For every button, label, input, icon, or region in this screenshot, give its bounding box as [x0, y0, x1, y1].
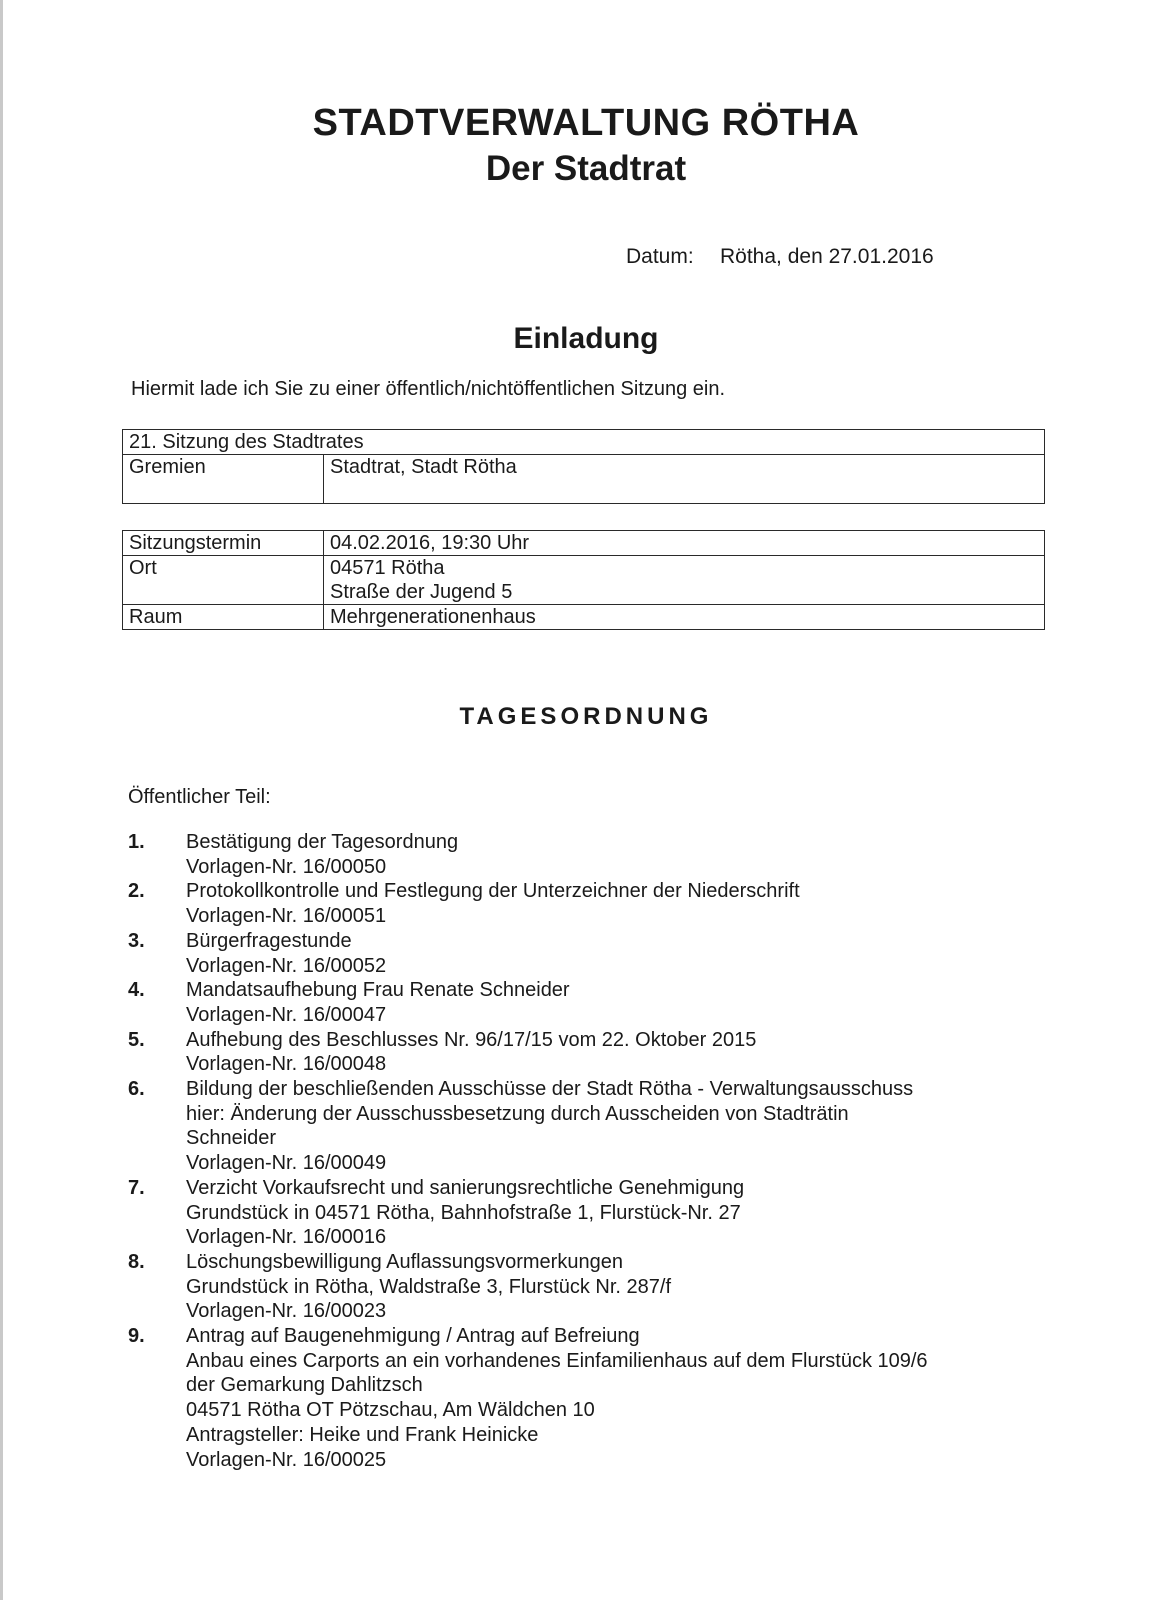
agenda-item-line: Bestätigung der Tagesordnung: [186, 831, 459, 853]
ort-label: Ort: [123, 556, 324, 605]
agenda-item-number: 2.: [128, 880, 145, 903]
agenda-list: [128, 830, 1028, 1472]
agenda-item-line: Antrag auf Baugenehmigung / Antrag auf Befreiung: [186, 1325, 640, 1348]
gremien-value: Stadtrat, Stadt Rötha: [324, 455, 1045, 504]
agenda-item-line: Vorlagen-Nr. 16/00050: [186, 855, 387, 878]
agenda-item-number: 6.: [128, 1078, 145, 1101]
agenda-item-number: 9.: [128, 1325, 145, 1348]
agenda-item: [128, 1324, 1028, 1472]
agenda-item-text: [186, 1176, 744, 1250]
agenda-item-number: 7.: [128, 1176, 145, 1199]
agenda-item-line: Grundstück in 04571 Rötha, Bahnhofstraße 1, Flurstück-Nr. 27: [186, 1201, 741, 1224]
agenda-item-line: Löschungsbewilligung Auflassungsvormerkungen: [186, 1250, 623, 1273]
date-value: Rötha, den 27.01.2016: [720, 245, 934, 268]
agenda-item-line: 04571 Rötha OT Pötzschau, Am Wäldchen 10: [186, 1399, 595, 1422]
ort-line-2: Straße der Jugend 5: [330, 581, 513, 603]
agenda-item: [128, 879, 1028, 928]
invitation-intro: Hiermit lade ich Sie zu einer öffentlich/nichtöffentlichen Sitzung ein.: [131, 378, 726, 400]
agenda-item-line: Schneider: [186, 1127, 277, 1150]
agenda-item-line: Grundstück in Rötha, Waldstraße 3, Flurstück Nr. 287/f: [186, 1275, 671, 1298]
agenda-item-line: Aufhebung des Beschlusses Nr. 96/17/15 vom 22. Oktober 2015: [186, 1028, 757, 1051]
session-table: [122, 429, 1045, 504]
agenda-item-line: Vorlagen-Nr. 16/00023: [186, 1300, 387, 1323]
agenda-item-line: hier: Änderung der Ausschussbesetzung durch Ausscheiden von Stadträtin: [186, 1102, 849, 1125]
agenda-item-line: Vorlagen-Nr. 16/00051: [186, 905, 387, 928]
agenda-item-line: Bürgerfragestunde: [186, 929, 352, 952]
document-title: STADTVERWALTUNG RÖTHA: [312, 102, 860, 144]
agenda-item-text: [186, 1028, 756, 1077]
invitation-heading: Einladung: [513, 322, 659, 355]
termin-label: Sitzungstermin: [123, 531, 324, 556]
agenda-item-line: Bildung der beschließenden Ausschüsse der Stadt Rötha - Verwaltungsausschuss: [186, 1078, 914, 1101]
session-title-cell: 21. Sitzung des Stadtrates: [123, 430, 1045, 455]
agenda-item-text: [186, 1250, 671, 1324]
agenda-item-text: [186, 929, 386, 978]
agenda-item: [128, 1176, 1028, 1250]
agenda-item-number: 5.: [128, 1028, 145, 1051]
agenda-item-line: Vorlagen-Nr. 16/00048: [186, 1053, 387, 1076]
termin-value: 04.02.2016, 19:30 Uhr: [324, 531, 1045, 556]
raum-label: Raum: [123, 605, 324, 630]
agenda-item-line: Mandatsaufhebung Frau Renate Schneider: [186, 979, 570, 1002]
agenda-item-line: Vorlagen-Nr. 16/00025: [186, 1448, 387, 1471]
ort-line-1: 04571 Rötha: [330, 557, 445, 579]
agenda-item: [128, 978, 1028, 1027]
agenda-heading: TAGESORDNUNG: [459, 703, 713, 730]
agenda-item-line: Anbau eines Carports an ein vorhandenes Einfamilienhaus auf dem Flurstück 109/6: [186, 1349, 928, 1372]
gremien-label: Gremien: [123, 455, 324, 504]
agenda-item: [128, 1028, 1028, 1077]
agenda-section-label: Öffentlicher Teil:: [128, 786, 271, 808]
agenda-item-number: 3.: [128, 929, 145, 952]
ort-value: [324, 556, 1045, 605]
agenda-item-number: 1.: [128, 831, 145, 853]
document-subtitle: Der Stadtrat: [485, 149, 687, 188]
agenda-item-text: [186, 1324, 928, 1472]
agenda-item-line: Verzicht Vorkaufsrecht und sanierungsrechtliche Genehmigung: [186, 1176, 745, 1199]
agenda-item-number: 8.: [128, 1250, 145, 1273]
agenda-item: [128, 830, 1028, 879]
agenda-item-line: der Gemarkung Dahlitzsch: [186, 1374, 423, 1397]
agenda-item-text: [186, 1077, 913, 1176]
agenda-item-number: 4.: [128, 979, 145, 1002]
agenda-item-text: [186, 978, 570, 1027]
date-label: Datum:: [626, 245, 694, 268]
scan-edge: [0, 0, 3, 1600]
agenda-item-line: Vorlagen-Nr. 16/00016: [186, 1226, 387, 1249]
agenda-item: [128, 1250, 1028, 1324]
agenda-item-text: [186, 830, 458, 879]
agenda-item-line: Vorlagen-Nr. 16/00047: [186, 1003, 387, 1026]
raum-value: Mehrgenerationenhaus: [324, 605, 1045, 630]
agenda-item: [128, 1077, 1028, 1176]
agenda-item-text: [186, 879, 800, 928]
agenda-item-line: Antragsteller: Heike und Frank Heinicke: [186, 1423, 539, 1446]
agenda-item-line: Protokollkontrolle und Festlegung der Unterzeichner der Niederschrift: [186, 880, 800, 903]
agenda-item: [128, 929, 1028, 978]
details-table: [122, 530, 1045, 630]
agenda-item-line: Vorlagen-Nr. 16/00052: [186, 954, 387, 977]
agenda-item-line: Vorlagen-Nr. 16/00049: [186, 1152, 387, 1175]
